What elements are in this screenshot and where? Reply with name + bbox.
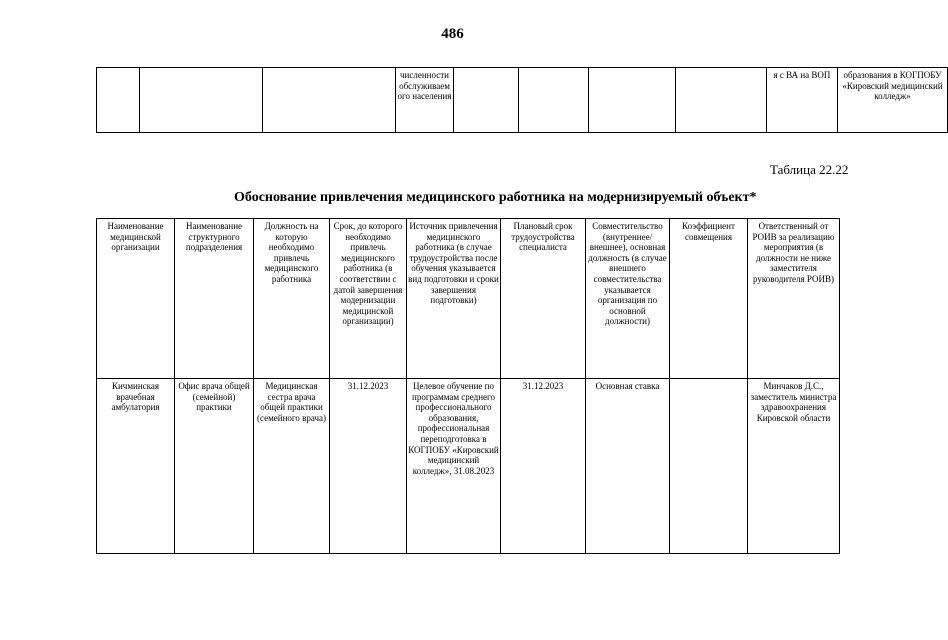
table-cell: Офис врача общей (семейной) практики (175, 379, 254, 554)
table-cell (140, 68, 263, 133)
table-cell: Кичминская врачебная амбулатория (97, 379, 175, 554)
table-cell (589, 68, 676, 133)
table-cell: 31.12.2023 (501, 379, 586, 554)
column-header: Коэффициент совмещения (670, 219, 748, 379)
page-number: 486 (441, 26, 464, 42)
column-header: Наименование медицинской организации (97, 219, 175, 379)
column-header: Ответственный от РОИВ за реализацию мероприятия (в должности не ниже заместителя руководителя РОИВ) (748, 219, 840, 379)
table-cell: Целевое обучение по программам среднего профессионального образования, профессиональная переподготовка в КОГПОБУ «Кировский медицинский колледж», 31.08.2023 (407, 379, 501, 554)
column-header: Срок, до которого необходимо привлечь медицинского работника (в соответствии с датой завершения модернизации медицинской организации) (330, 219, 407, 379)
main-table (96, 218, 840, 554)
table-cell: Минчаков Д.С., заместитель министра здравоохранения Кировской области (748, 379, 840, 554)
table-cell: Медицинская сестра врача общей практики (семейного врача) (254, 379, 330, 554)
continued-table (96, 67, 948, 133)
table-row (97, 68, 948, 133)
table-title: Обоснование привлечения медицинского работника на модернизируемый объект* (234, 190, 757, 205)
table-cell: образования в КОГПОБУ «Кировский медицинский колледж» (838, 68, 948, 133)
table-label: Таблица 22.22 (770, 162, 849, 177)
table-cell (670, 379, 748, 554)
table-cell (676, 68, 767, 133)
table-cell: Основная ставка (586, 379, 670, 554)
table-cell (454, 68, 519, 133)
table-cell: численности обслуживаемого населения (396, 68, 454, 133)
table-header-row (97, 219, 840, 379)
column-header: Должность на которую необходимо привлечь медицинского работника (254, 219, 330, 379)
table-cell (519, 68, 589, 133)
table-cell: 31.12.2023 (330, 379, 407, 554)
column-header: Наименование структурного подразделения (175, 219, 254, 379)
column-header: Источник привлечения медицинского работника (в случае трудоустройства после обучения указывается вид подготовки и сроки завершения подготовки) (407, 219, 501, 379)
table-row (97, 379, 840, 554)
column-header: Совместительство (внутреннее/внешнее), основная должность (в случае внешнего совместительства указывается организация по основной должности) (586, 219, 670, 379)
table-cell (263, 68, 396, 133)
table-cell (97, 68, 140, 133)
column-header: Плановый срок трудоустройства специалиста (501, 219, 586, 379)
table-cell: я с ВА на ВОП (767, 68, 838, 133)
